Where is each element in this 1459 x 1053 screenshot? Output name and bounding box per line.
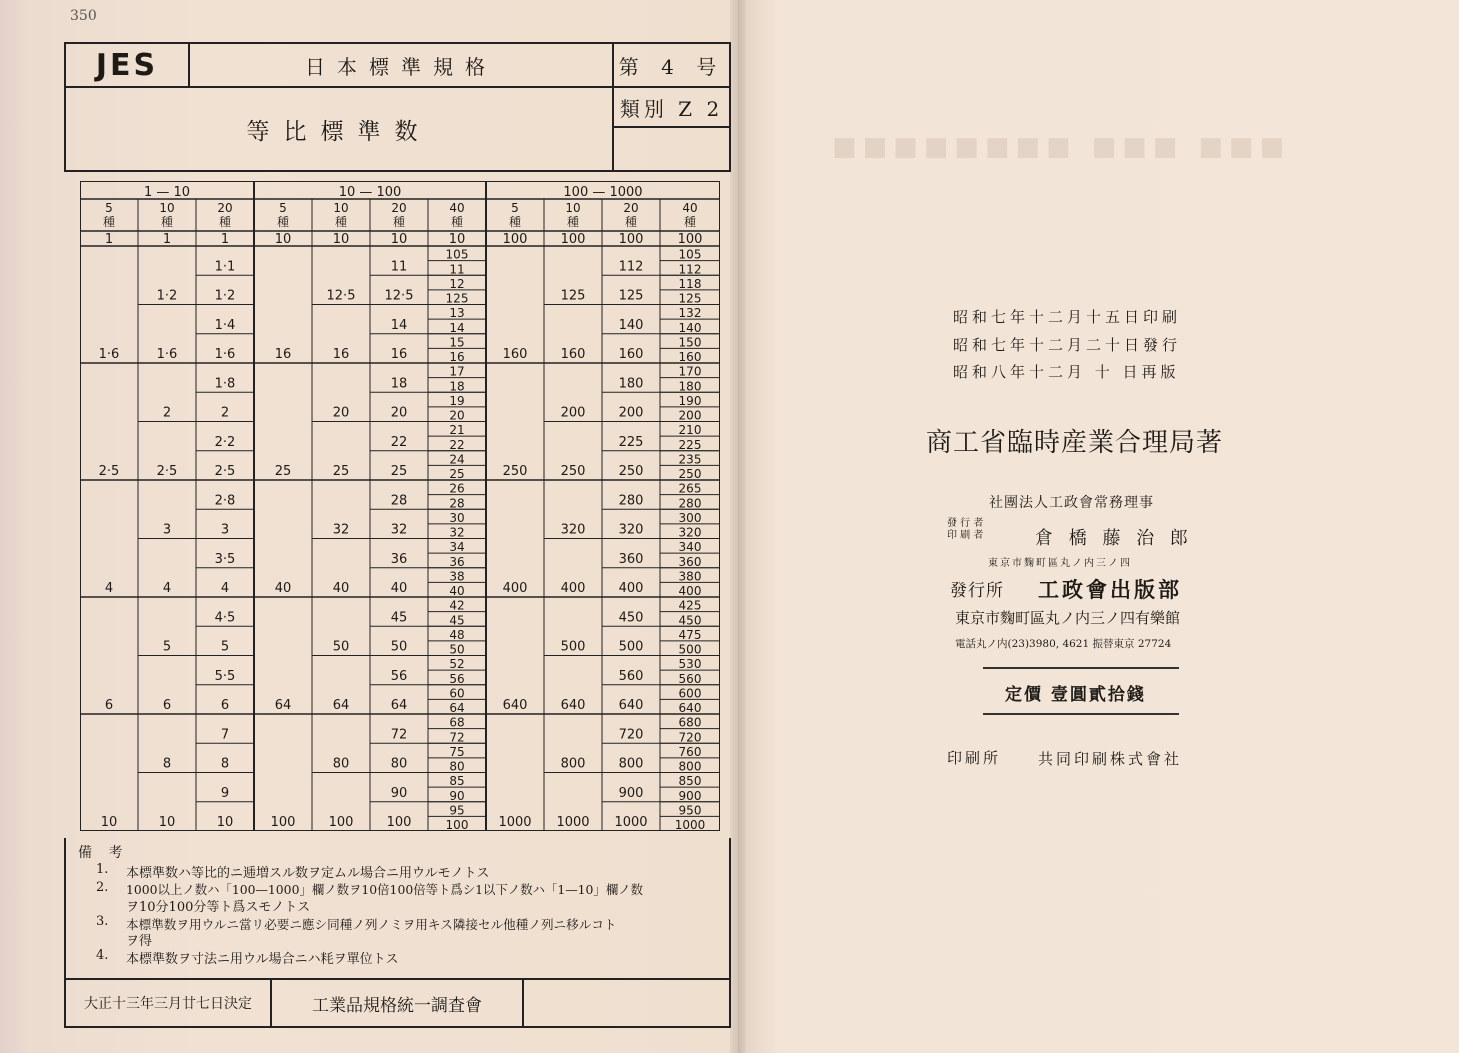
table-cell: 48 xyxy=(449,627,465,642)
standard-classification: 類別 Z 2 xyxy=(612,88,729,128)
remark-line: 1000以上ノ数ハ「100—1000」欄ノ数ヲ10倍100倍等ト爲シ1以下ノ数ハ「1—10」欄ノ数 xyxy=(126,882,643,897)
kind-header-label: 種 xyxy=(566,215,580,229)
table-cell: 760 xyxy=(678,744,702,759)
kind-header-label: 種 xyxy=(102,215,116,229)
table-cell: 680 xyxy=(678,715,702,730)
table-cell: 2·5 xyxy=(98,464,120,479)
table-cell: 640 xyxy=(678,701,702,715)
table-cell: 20 xyxy=(390,405,408,421)
table-cell: 32 xyxy=(332,522,350,538)
kind-header-number: 40 xyxy=(682,201,698,215)
table-cell: 950 xyxy=(678,803,702,818)
table-cell: 2·5 xyxy=(214,464,236,479)
table-cell: 900 xyxy=(618,785,644,801)
table-cell: 45 xyxy=(390,610,408,626)
table-cell: 1·4 xyxy=(214,317,236,333)
group-header: 1 — 10 xyxy=(143,185,191,200)
table-cell: 36 xyxy=(449,554,465,569)
table-cell: 450 xyxy=(618,610,644,626)
table-cell: 2 xyxy=(220,405,230,421)
table-cell: 26 xyxy=(449,481,465,496)
first-row-cell: 10 xyxy=(390,232,408,247)
table-cell: 2·2 xyxy=(214,434,236,450)
table-cell: 28 xyxy=(390,493,408,509)
table-cell: 50 xyxy=(449,642,465,657)
table-cell: 1000 xyxy=(556,815,590,830)
table-cell: 5·5 xyxy=(214,668,236,684)
table-cell: 8 xyxy=(220,756,230,772)
table-cell: 9 xyxy=(220,785,230,801)
table-cell: 95 xyxy=(449,803,465,818)
first-row-cell: 100 xyxy=(502,232,528,247)
author: 商工省臨時産業合理局著 xyxy=(926,428,1224,458)
table-cell: 16 xyxy=(274,347,292,362)
page-number: 350 xyxy=(70,8,97,24)
kind-header-label: 種 xyxy=(624,215,638,229)
remark-number: 1. xyxy=(96,862,109,877)
table-cell: 56 xyxy=(449,671,465,686)
group-header: 100 — 1000 xyxy=(563,185,643,200)
table-cell: 200 xyxy=(560,405,586,421)
kind-header-number: 5 xyxy=(279,201,287,215)
remark-line: ヲ10分100分等ト爲スモノトス xyxy=(126,900,311,915)
table-cell: 250 xyxy=(560,464,586,479)
kind-header-number: 10 xyxy=(333,201,349,215)
table-cell: 16 xyxy=(332,347,350,362)
table-cell: 1·6 xyxy=(156,347,178,362)
table-cell: 720 xyxy=(618,727,644,743)
table-cell: 40 xyxy=(390,581,408,596)
first-row-cell: 1 xyxy=(162,232,172,247)
table-cell: 32 xyxy=(449,525,465,540)
table-cell: 50 xyxy=(332,639,350,655)
table-cell: 100 xyxy=(328,815,354,830)
table-cell: 32 xyxy=(390,522,408,538)
table-cell: 380 xyxy=(678,569,702,584)
table-cell: 180 xyxy=(678,379,702,394)
table-cell: 530 xyxy=(678,657,702,672)
table-cell: 425 xyxy=(678,598,702,613)
table-cell: 800 xyxy=(618,756,644,772)
first-row-cell: 10 xyxy=(332,232,350,247)
table-cell: 34 xyxy=(449,540,465,555)
table-cell: 72 xyxy=(390,727,408,743)
table-cell: 17 xyxy=(449,364,465,379)
table-cell: 72 xyxy=(449,730,465,745)
person-address: 東京市麴町區丸ノ内三ノ四 xyxy=(988,558,1132,569)
table-cell: 1000 xyxy=(498,815,532,830)
table-cell: 38 xyxy=(449,569,465,584)
table-cell: 112 xyxy=(618,259,644,275)
table-cell: 45 xyxy=(449,613,465,628)
table-cell: 200 xyxy=(618,405,644,421)
table-cell: 140 xyxy=(618,317,644,333)
table-cell: 18 xyxy=(449,379,465,394)
table-cell: 250 xyxy=(678,467,702,481)
committee-name: 工業品規格統一調査會 xyxy=(272,980,524,1026)
print-date: 昭和七年十二月十五日印刷 xyxy=(953,308,1182,326)
table-cell: 6 xyxy=(104,698,114,713)
table-cell: 20 xyxy=(449,408,465,423)
kind-header-number: 20 xyxy=(391,201,407,215)
table-cell: 80 xyxy=(449,759,465,774)
table-cell: 300 xyxy=(678,510,702,525)
office-name: 工政會出版部 xyxy=(1038,578,1182,602)
table-cell: 16 xyxy=(390,347,408,362)
table-cell: 400 xyxy=(678,584,702,598)
role-printer: 印 刷 者 xyxy=(947,530,984,541)
table-cell: 100 xyxy=(270,815,296,830)
table-cell: 10 xyxy=(158,815,176,830)
table-cell: 600 xyxy=(678,686,702,701)
first-row-cell: 1 xyxy=(104,232,114,247)
table-cell: 2·5 xyxy=(156,464,178,479)
first-row-cell: 10 xyxy=(274,232,292,247)
table-cell: 105 xyxy=(445,247,469,262)
table-cell: 180 xyxy=(618,376,644,392)
table-cell: 11 xyxy=(449,262,465,277)
remarks-section xyxy=(64,838,731,978)
price-rule-top xyxy=(983,667,1179,669)
table-cell: 105 xyxy=(678,247,702,262)
kind-header-number: 5 xyxy=(511,201,519,215)
table-cell: 720 xyxy=(678,730,702,745)
table-cell: 160 xyxy=(502,347,528,362)
table-cell: 360 xyxy=(678,554,702,569)
standard-header xyxy=(64,42,731,172)
table-cell: 16 xyxy=(449,350,465,364)
bleed-through-text: ■■■■■■■■ ■■■ ■■■ xyxy=(832,132,1291,162)
kind-header-label: 種 xyxy=(392,215,406,229)
header-blank-cell xyxy=(612,128,729,170)
table-cell: 320 xyxy=(618,522,644,538)
table-cell: 500 xyxy=(618,639,644,655)
table-cell: 90 xyxy=(449,788,465,803)
table-cell: 160 xyxy=(618,347,644,362)
table-cell: 68 xyxy=(449,715,465,730)
table-cell: 200 xyxy=(678,408,702,423)
table-cell: 4 xyxy=(220,581,230,596)
table-cell: 25 xyxy=(274,464,292,479)
kind-header-label: 種 xyxy=(450,215,464,229)
table-cell: 800 xyxy=(678,759,702,774)
table-cell: 450 xyxy=(678,613,702,628)
table-cell: 25 xyxy=(449,467,465,481)
table-cell: 160 xyxy=(678,350,702,364)
table-cell: 320 xyxy=(560,522,586,538)
table-cell: 22 xyxy=(449,437,465,452)
group-header: 10 — 100 xyxy=(338,185,402,200)
preferred-numbers-table xyxy=(80,181,720,831)
kind-header-label: 種 xyxy=(276,215,290,229)
table-cell: 40 xyxy=(332,581,350,596)
table-cell: 15 xyxy=(449,335,465,350)
table-cell: 2·8 xyxy=(214,493,236,509)
table-cell: 125 xyxy=(678,291,702,306)
printer-name: 共同印刷株式會社 xyxy=(1038,750,1183,768)
office-address: 東京市麴町區丸ノ内三ノ四有樂館 xyxy=(955,609,1181,627)
table-cell: 800 xyxy=(560,756,586,772)
kind-header-label: 種 xyxy=(508,215,522,229)
table-cell: 7 xyxy=(220,727,230,743)
table-cell: 50 xyxy=(390,639,408,655)
table-cell: 280 xyxy=(618,493,644,509)
phone: 電話丸ノ内(23)3980, 4621 振替東京 27724 xyxy=(955,638,1172,650)
kind-header-number: 10 xyxy=(565,201,581,215)
printer-label: 印刷所 xyxy=(947,749,1002,767)
table-cell: 14 xyxy=(449,320,465,335)
table-cell: 265 xyxy=(678,481,702,496)
table-cell: 140 xyxy=(678,320,702,335)
remarks-heading: 備 考 xyxy=(78,845,129,861)
table-cell: 132 xyxy=(678,306,702,321)
remark-line: 本標準数ヲ用ウルニ當リ必要ニ應シ同種ノ列ノミヲ用キス隣接セル他種ノ列ニ移ルコト xyxy=(126,917,617,932)
table-cell: 80 xyxy=(332,756,350,772)
standard-title: 等比標準数 xyxy=(246,118,432,145)
remark-number: 2. xyxy=(96,880,109,895)
table-cell: 400 xyxy=(502,581,528,596)
table-cell: 150 xyxy=(678,335,702,350)
table-cell: 225 xyxy=(618,434,644,450)
table-cell: 25 xyxy=(332,464,350,479)
table-cell: 4·5 xyxy=(214,610,236,626)
table-cell: 560 xyxy=(678,671,702,686)
table-cell: 640 xyxy=(502,698,528,713)
table-cell: 90 xyxy=(390,785,408,801)
reprint-date: 昭和八年十二月 十 日再版 xyxy=(953,363,1180,381)
affiliation: 社團法人工政會常務理事 xyxy=(989,495,1154,511)
table-cell: 900 xyxy=(678,788,702,803)
table-cell: 30 xyxy=(449,510,465,525)
table-cell: 118 xyxy=(678,276,702,291)
table-cell: 500 xyxy=(560,639,586,655)
table-cell: 13 xyxy=(449,306,465,321)
table-cell: 3·5 xyxy=(214,551,236,567)
role-publisher: 發 行 者 xyxy=(947,518,984,529)
table-cell: 1000 xyxy=(614,815,648,830)
table-cell: 42 xyxy=(449,598,465,613)
first-row-cell: 100 xyxy=(677,232,703,247)
kind-header-label: 種 xyxy=(218,215,232,229)
table-cell: 3 xyxy=(162,522,172,538)
remark-line: 本標準数ハ等比的ニ逓増スル数ヲ定ムル場合ニ用ウルモノトス xyxy=(126,866,490,881)
table-cell: 6 xyxy=(220,698,230,713)
table-cell: 64 xyxy=(449,701,465,715)
kind-header-label: 種 xyxy=(334,215,348,229)
table-cell: 22 xyxy=(390,434,408,450)
table-cell: 2 xyxy=(162,405,172,421)
table-cell: 1·6 xyxy=(98,347,120,362)
table-cell: 125 xyxy=(445,291,469,306)
table-cell: 85 xyxy=(449,774,465,789)
table-cell: 320 xyxy=(678,525,702,540)
remark-line: 本標準数ヲ寸法ニ用ウル場合ニハ粍ヲ單位トス xyxy=(126,952,399,967)
table-cell: 340 xyxy=(678,540,702,555)
table-cell: 210 xyxy=(678,423,702,438)
table-cell: 11 xyxy=(390,259,408,275)
table-cell: 250 xyxy=(618,464,644,479)
kind-header-number: 20 xyxy=(217,201,233,215)
table-cell: 640 xyxy=(618,698,644,713)
table-cell: 4 xyxy=(162,581,172,596)
kind-header-number: 40 xyxy=(449,201,465,215)
table-cell: 170 xyxy=(678,364,702,379)
kind-header-number: 20 xyxy=(623,201,639,215)
table-cell: 280 xyxy=(678,496,702,511)
table-cell: 160 xyxy=(560,347,586,362)
table-cell: 125 xyxy=(560,288,586,304)
kind-header-number: 5 xyxy=(105,201,113,215)
table-cell: 400 xyxy=(618,581,644,596)
first-row-cell: 1 xyxy=(220,232,230,247)
table-cell: 28 xyxy=(449,496,465,511)
table-cell: 190 xyxy=(678,393,702,408)
table-cell: 4 xyxy=(104,581,114,596)
table-cell: 360 xyxy=(618,551,644,567)
table-cell: 64 xyxy=(274,698,292,713)
table-cell: 500 xyxy=(678,642,702,657)
first-row-cell: 100 xyxy=(560,232,586,247)
kind-header-label: 種 xyxy=(160,215,174,229)
remark-number: 3. xyxy=(96,914,109,929)
table-cell: 19 xyxy=(449,393,465,408)
table-cell: 125 xyxy=(618,288,644,304)
table-cell: 100 xyxy=(445,818,469,831)
table-cell: 235 xyxy=(678,452,702,467)
table-cell: 40 xyxy=(449,584,465,598)
decision-footer xyxy=(64,978,731,1028)
table-cell: 1·6 xyxy=(214,347,236,362)
standard-name: 日本標準規格 xyxy=(190,44,612,88)
table-cell: 60 xyxy=(449,686,465,701)
table-cell: 14 xyxy=(390,317,408,333)
kind-header-number: 10 xyxy=(159,201,175,215)
table-cell: 400 xyxy=(560,581,586,596)
table-cell: 10 xyxy=(216,815,234,830)
book-gutter xyxy=(730,0,746,1053)
table-cell: 80 xyxy=(390,756,408,772)
table-cell: 1000 xyxy=(674,818,706,831)
jes-logo: JES xyxy=(66,44,190,88)
table-cell: 8 xyxy=(162,756,172,772)
table-cell: 12·5 xyxy=(384,288,414,304)
publisher-person: 倉 橋 藤 治 郎 xyxy=(1035,528,1193,549)
table-cell: 12·5 xyxy=(326,288,356,304)
table-cell: 225 xyxy=(678,437,702,452)
table-cell: 5 xyxy=(220,639,230,655)
table-cell: 6 xyxy=(162,698,172,713)
first-row-cell: 10 xyxy=(448,232,466,247)
price: 定價 壹圓貳拾錢 xyxy=(1005,685,1146,705)
table-cell: 3 xyxy=(220,522,230,538)
table-cell: 25 xyxy=(390,464,408,479)
table-cell: 24 xyxy=(449,452,465,467)
table-cell: 112 xyxy=(678,262,702,277)
standard-number: 第 4 号 xyxy=(612,44,729,88)
price-rule-bottom xyxy=(983,713,1179,715)
table-cell: 64 xyxy=(390,698,408,713)
table-cell: 18 xyxy=(390,376,408,392)
table-cell: 21 xyxy=(449,423,465,438)
table-cell: 100 xyxy=(386,815,412,830)
table-cell: 1·2 xyxy=(214,288,236,304)
table-cell: 64 xyxy=(332,698,350,713)
table-cell: 52 xyxy=(449,657,465,672)
table-cell: 56 xyxy=(390,668,408,684)
table-cell: 250 xyxy=(502,464,528,479)
table-cell: 1·8 xyxy=(214,376,236,392)
remark-line: ヲ得 xyxy=(126,934,153,949)
issue-date: 昭和七年十二月二十日發行 xyxy=(953,336,1182,354)
first-row-cell: 100 xyxy=(618,232,644,247)
table-cell: 5 xyxy=(162,639,172,655)
table-cell: 36 xyxy=(390,551,408,567)
table-cell: 40 xyxy=(274,581,292,596)
table-cell: 1·2 xyxy=(156,288,178,304)
table-cell: 1·1 xyxy=(214,259,236,275)
decision-date: 大正十三年三月廿七日決定 xyxy=(66,980,272,1026)
table-cell: 850 xyxy=(678,774,702,789)
publisher-role xyxy=(947,518,983,542)
kind-header-label: 種 xyxy=(683,215,697,229)
table-cell: 475 xyxy=(678,627,702,642)
remark-number: 4. xyxy=(96,948,109,963)
table-cell: 560 xyxy=(618,668,644,684)
table-cell: 10 xyxy=(100,815,118,830)
office-label: 發行所 xyxy=(950,581,1004,601)
table-cell: 12 xyxy=(449,276,465,291)
table-cell: 20 xyxy=(332,405,350,421)
table-cell: 75 xyxy=(449,744,465,759)
table-cell: 640 xyxy=(560,698,586,713)
